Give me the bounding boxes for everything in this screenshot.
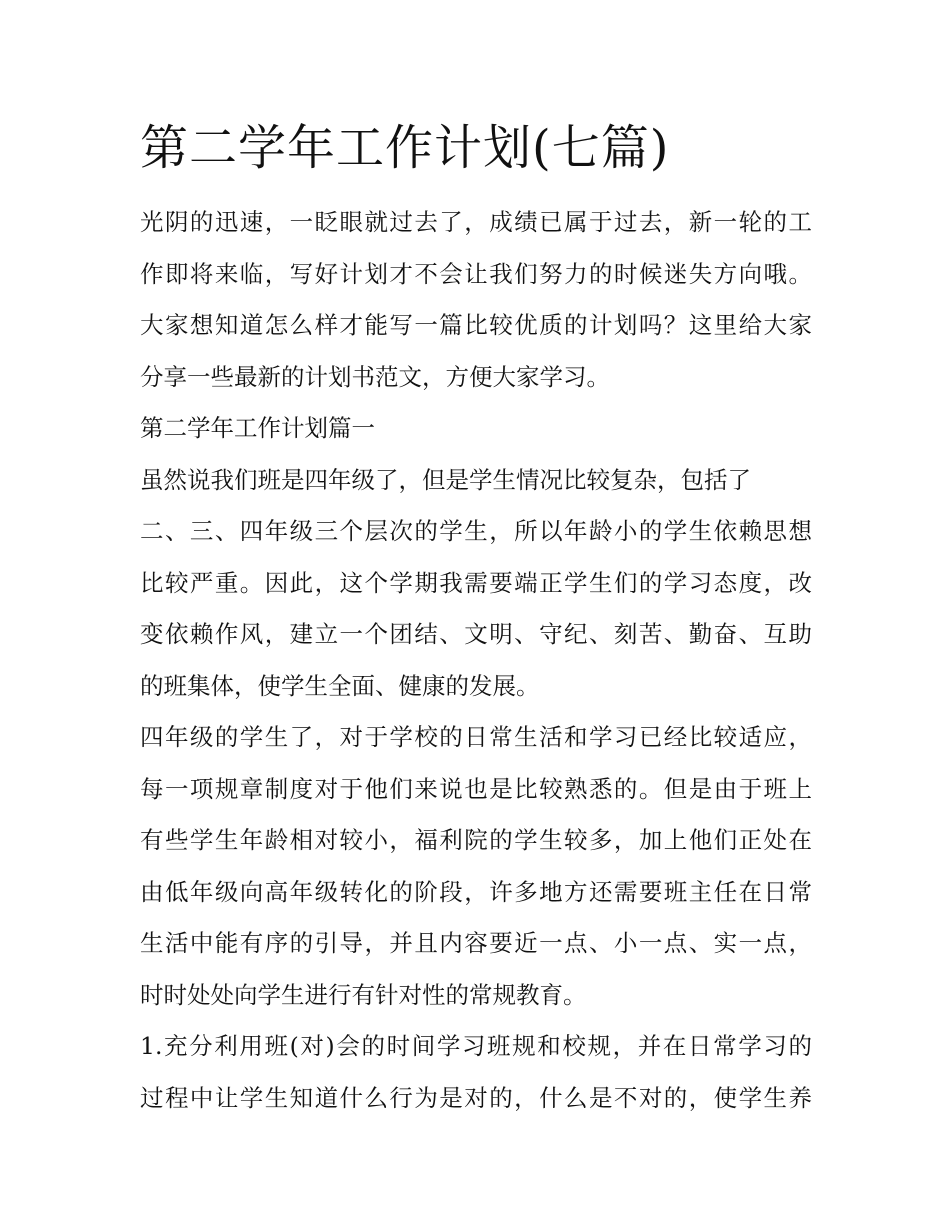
section-heading: 第二学年工作计划篇一	[140, 414, 375, 442]
body-line: 二、三、四年级三个层次的学生，所以年龄小的学生依赖思想	[140, 517, 812, 545]
body-line: 虽然说我们班是四年级了，但是学生情况比较复杂，包括了	[140, 465, 751, 494]
body-line: 比较严重。因此，这个学期我需要端正学生们的学习态度，改	[140, 568, 812, 597]
body-line: 的班集体，使学生全面、健康的发展。	[140, 671, 540, 700]
body-line: 生活中能有序的引导，并且内容要近一点、小一点、实一点，	[140, 929, 812, 957]
body-line: 作即将来临，写好计划才不会让我们努力的时候迷失方向哦。	[140, 259, 812, 288]
body-line: 由低年级向高年级转化的阶段，许多地方还需要班主任在日常	[140, 877, 812, 906]
body-line: 光阴的迅速，一眨眼就过去了，成绩已属于过去，新一轮的工	[140, 208, 812, 236]
document-title: 第二学年工作计划(七篇)	[140, 120, 670, 176]
body-line: 时时处处向学生进行有针对性的常规教育。	[140, 980, 587, 1009]
body-line: 变依赖作风，建立一个团结、文明、守纪、刻苦、勤奋、互助	[140, 620, 812, 648]
body-line: 有些学生年龄相对较小，福利院的学生较多，加上他们正处在	[140, 826, 812, 854]
body-line: 大家想知道怎么样才能写一篇比较优质的计划吗？这里给大家	[140, 311, 812, 339]
body-line: 分享一些最新的计划书范文，方便大家学习。	[140, 362, 610, 391]
body-line: 每一项规章制度对于他们来说也是比较熟悉的。但是由于班上	[140, 774, 812, 803]
body-line: 四年级的学生了，对于学校的日常生活和学习已经比较适应，	[140, 723, 812, 751]
list-item-line: 1.充分利用班(对)会的时间学习班规和校规，并在日常学习的	[140, 1032, 812, 1060]
document-body	[140, 197, 812, 1124]
list-item-line: 过程中让学生知道什么行为是对的，什么是不对的，使学生养	[140, 1083, 812, 1112]
